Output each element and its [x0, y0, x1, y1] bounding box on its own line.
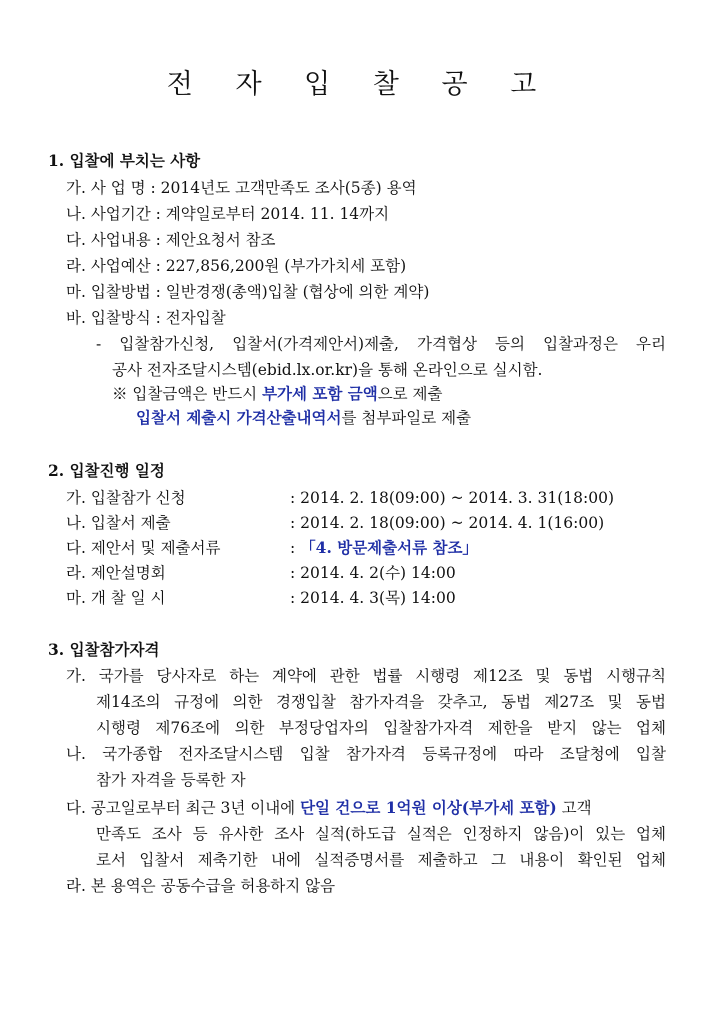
schedule-row — [66, 587, 666, 609]
note-bid-amount-pre: ※ 입찰금액은 반드시 — [112, 385, 263, 403]
qualification-a-text1: 가. 국가를 당사자로 하는 계약에 관한 법률 시행령 제12조 및 동법 시행규칙 — [66, 667, 666, 685]
qualification-a-line3 — [96, 717, 666, 739]
schedule-value: : 2014. 2. 18(09:00) ~ 2014. 3. 31(18:00) — [290, 489, 614, 507]
schedule-label: 나. 입찰서 제출 — [66, 514, 171, 532]
schedule-label: 다. 제안서 및 제출서류 — [66, 539, 221, 557]
qualification-b-line1 — [66, 743, 666, 765]
qualification-a-text2: 제14조의 규정에 의한 경쟁입찰 참가자격을 갖추고, 동법 제27조 및 동법 — [96, 693, 666, 711]
note-bid-amount-emphasis: 부가세 포함 금액 — [262, 384, 378, 403]
note-cost-statement — [136, 407, 471, 429]
qualification-b-text1: 나. 국가종합 전자조달시스템 입찰 참가자격 등록규정에 따라 조달청에 입찰 — [66, 745, 666, 763]
note-cost-statement-emphasis: 입찰서 제출시 가격산출내역서 — [136, 408, 342, 427]
schedule-row — [66, 562, 666, 584]
qualification-c-line3 — [96, 849, 666, 871]
bid-type-detail-line1 — [96, 333, 666, 355]
schedule-value — [290, 537, 478, 559]
schedule-row — [66, 487, 666, 509]
qualification-b-line2: 참가 자격을 등록한 자 — [96, 771, 246, 789]
schedule-value: : 2014. 4. 2(수) 14:00 — [290, 564, 456, 582]
document-title: 전 자 입 찰 공 고 — [166, 69, 554, 100]
qualification-a-text3: 시행령 제76조에 의한 부정당업자의 입찰참가자격 제한을 받지 않는 업체 — [96, 719, 666, 737]
schedule-value: : 2014. 2. 18(09:00) ~ 2014. 4. 1(16:00) — [290, 514, 605, 532]
note-bid-amount — [112, 383, 443, 405]
schedule-row — [66, 512, 666, 534]
qualification-c-line2 — [96, 823, 666, 845]
schedule-label: 가. 입찰참가 신청 — [66, 489, 186, 507]
qualification-c-text3: 로서 입찰서 제축기한 내에 실적증명서를 제출하고 그 내용이 확인된 업체 — [96, 851, 666, 869]
qualification-c-text2: 만족도 조사 등 유사한 조사 실적(하도급 실적은 인정하지 않음)이 있는 업체 — [96, 825, 666, 843]
section-2-heading: 2. 입찰진행 일정 — [48, 461, 165, 480]
item-project-period: 나. 사업기간 : 계약일로부터 2014. 11. 14까지 — [66, 205, 390, 223]
qualification-c-line1 — [66, 797, 666, 819]
item-bid-type: 바. 입찰방식 : 전자입찰 — [66, 309, 226, 327]
qualification-c-emphasis: 단일 건으로 1억원 이상(부가세 포함) — [300, 798, 557, 817]
qualification-a-line2 — [96, 691, 666, 713]
section-3-heading: 3. 입찰참가자격 — [48, 640, 160, 659]
note-bid-amount-post: 으로 제출 — [377, 385, 443, 403]
section-1-heading: 1. 입찰에 부치는 사항 — [48, 151, 201, 170]
schedule-label: 라. 제안설명회 — [66, 564, 166, 582]
item-project-budget: 라. 사업예산 : 227,856,200원 (부가가치세 포함) — [66, 257, 407, 275]
item-project-name: 가. 사 업 명 : 2014년도 고객만족도 조사(5종) 용역 — [66, 179, 417, 197]
schedule-value-emphasis: 「4. 방문제출서류 참조」 — [300, 538, 478, 557]
schedule-value: : 2014. 4. 3(목) 14:00 — [290, 589, 456, 607]
qualification-d: 라. 본 용역은 공동수급을 허용하지 않음 — [66, 877, 336, 895]
bid-type-detail-line2: 공사 전자조달시스템(ebid.lx.or.kr)을 통해 온라인으로 실시함. — [112, 361, 543, 379]
bid-type-detail-text1: - 입찰참가신청, 입찰서(가격제안서)제출, 가격협상 등의 입찰과정은 우리 — [96, 335, 666, 353]
schedule-value-pre: : — [290, 539, 301, 557]
note-cost-statement-post: 를 첨부파일로 제출 — [341, 409, 472, 427]
schedule-label: 마. 개 찰 일 시 — [66, 589, 166, 607]
qualification-a-line1 — [66, 665, 666, 687]
schedule-row — [66, 537, 666, 559]
item-bid-method: 마. 입찰방법 : 일반경쟁(총액)입찰 (협상에 의한 계약) — [66, 283, 430, 301]
qualification-c-post: 고객 — [556, 799, 592, 817]
item-project-content: 다. 사업내용 : 제안요청서 참조 — [66, 231, 276, 249]
qualification-c-pre: 다. 공고일로부터 최근 3년 이내에 — [66, 799, 301, 817]
